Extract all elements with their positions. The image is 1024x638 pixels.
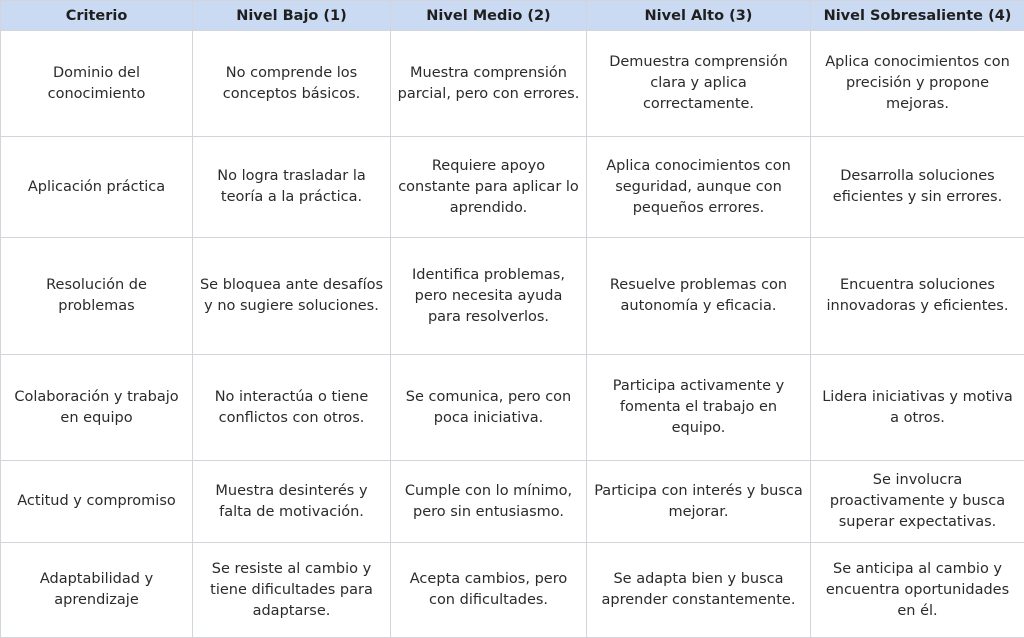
criterion-cell: Adaptabilidad y aprendizaje [1,543,193,638]
header-row [1,1,1024,31]
criterion-cell: Dominio del conocimiento [1,31,193,137]
level-cell: Lidera iniciativas y motiva a otros. [811,355,1024,461]
header-nivel-medio: Nivel Medio (2) [391,1,587,31]
level-cell: Se adapta bien y busca aprender constantemente. [587,543,811,638]
level-cell: Resuelve problemas con autonomía y eficacia. [587,238,811,355]
criterion-cell: Colaboración y trabajo en equipo [1,355,193,461]
header-nivel-alto: Nivel Alto (3) [587,1,811,31]
table-row [1,543,1024,638]
table-row [1,355,1024,461]
level-cell: Muestra desinterés y falta de motivación. [193,461,391,543]
level-cell: Se involucra proactivamente y busca superar expectativas. [811,461,1024,543]
level-cell: Aplica conocimientos con seguridad, aunque con pequeños errores. [587,137,811,238]
table-row [1,31,1024,137]
level-cell: No logra trasladar la teoría a la práctica. [193,137,391,238]
criterion-cell: Aplicación práctica [1,137,193,238]
level-cell: Encuentra soluciones innovadoras y eficientes. [811,238,1024,355]
table-row [1,137,1024,238]
level-cell: Requiere apoyo constante para aplicar lo aprendido. [391,137,587,238]
criterion-cell: Resolución de problemas [1,238,193,355]
level-cell: Se anticipa al cambio y encuentra oportunidades en él. [811,543,1024,638]
level-cell: Acepta cambios, pero con dificultades. [391,543,587,638]
level-cell: No comprende los conceptos básicos. [193,31,391,137]
level-cell: Se resiste al cambio y tiene dificultades para adaptarse. [193,543,391,638]
level-cell: Se comunica, pero con poca iniciativa. [391,355,587,461]
criterion-cell: Actitud y compromiso [1,461,193,543]
header-nivel-bajo: Nivel Bajo (1) [193,1,391,31]
level-cell: Cumple con lo mínimo, pero sin entusiasmo. [391,461,587,543]
table-row [1,238,1024,355]
header-criterio: Criterio [1,1,193,31]
level-cell: Demuestra comprensión clara y aplica correctamente. [587,31,811,137]
header-nivel-sobresaliente: Nivel Sobresaliente (4) [811,1,1024,31]
level-cell: No interactúa o tiene conflictos con otros. [193,355,391,461]
level-cell: Desarrolla soluciones eficientes y sin errores. [811,137,1024,238]
rubric-header [1,1,1024,31]
level-cell: Participa activamente y fomenta el trabajo en equipo. [587,355,811,461]
table-row [1,461,1024,543]
level-cell: Aplica conocimientos con precisión y propone mejoras. [811,31,1024,137]
rubric-body [1,31,1024,638]
level-cell: Participa con interés y busca mejorar. [587,461,811,543]
level-cell: Identifica problemas, pero necesita ayuda para resolverlos. [391,238,587,355]
level-cell: Se bloquea ante desafíos y no sugiere soluciones. [193,238,391,355]
level-cell: Muestra comprensión parcial, pero con errores. [391,31,587,137]
